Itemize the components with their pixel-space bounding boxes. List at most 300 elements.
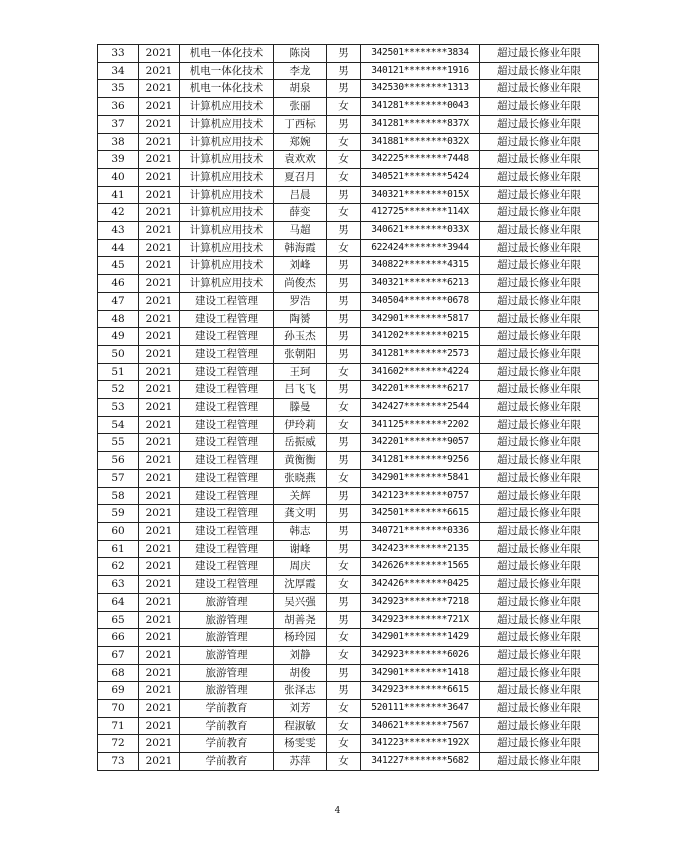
gender-cell: 女 [327, 363, 361, 381]
reason-cell: 超过最长修业年限 [480, 62, 599, 80]
reason-cell: 超过最长修业年限 [480, 505, 599, 523]
reason-cell: 超过最长修业年限 [480, 45, 599, 63]
reason-cell: 超过最长修业年限 [480, 593, 599, 611]
enroll-year-cell: 2021 [139, 522, 180, 540]
row-index-cell: 34 [98, 62, 139, 80]
reason-cell: 超过最长修业年限 [480, 399, 599, 417]
row-index-cell: 50 [98, 345, 139, 363]
row-index-cell: 72 [98, 735, 139, 753]
enroll-year-cell: 2021 [139, 434, 180, 452]
student-name-cell: 张丽 [274, 98, 327, 116]
gender-cell: 男 [327, 62, 361, 80]
id-number-cell: 341202********0215 [361, 328, 480, 346]
id-number-cell: 340504********0678 [361, 292, 480, 310]
enroll-year-cell: 2021 [139, 664, 180, 682]
id-number-cell: 340521********5424 [361, 168, 480, 186]
gender-cell: 女 [327, 753, 361, 771]
table-row [98, 593, 599, 611]
reason-cell: 超过最长修业年限 [480, 469, 599, 487]
reason-cell: 超过最长修业年限 [480, 186, 599, 204]
enroll-year-cell: 2021 [139, 292, 180, 310]
student-name-cell: 刘芳 [274, 700, 327, 718]
student-name-cell: 韩海霞 [274, 239, 327, 257]
table-row [98, 717, 599, 735]
id-number-cell: 342501********6615 [361, 505, 480, 523]
enroll-year-cell: 2021 [139, 611, 180, 629]
student-name-cell: 杨玲园 [274, 629, 327, 647]
major-cell: 机电一体化技术 [180, 80, 274, 98]
id-number-cell: 341881********032X [361, 133, 480, 151]
major-cell: 旅游管理 [180, 611, 274, 629]
enroll-year-cell: 2021 [139, 204, 180, 222]
table-row [98, 222, 599, 240]
student-name-cell: 袁欢欢 [274, 151, 327, 169]
row-index-cell: 33 [98, 45, 139, 63]
major-cell: 计算机应用技术 [180, 222, 274, 240]
table-row [98, 399, 599, 417]
enroll-year-cell: 2021 [139, 381, 180, 399]
student-name-cell: 张晓燕 [274, 469, 327, 487]
table-row [98, 381, 599, 399]
major-cell: 计算机应用技术 [180, 275, 274, 293]
id-number-cell: 341281********9256 [361, 452, 480, 470]
table-row [98, 682, 599, 700]
id-number-cell: 342923********721X [361, 611, 480, 629]
row-index-cell: 71 [98, 717, 139, 735]
row-index-cell: 55 [98, 434, 139, 452]
row-index-cell: 48 [98, 310, 139, 328]
enroll-year-cell: 2021 [139, 682, 180, 700]
gender-cell: 男 [327, 45, 361, 63]
major-cell: 建设工程管理 [180, 452, 274, 470]
student-name-cell: 郑婉 [274, 133, 327, 151]
reason-cell: 超过最长修业年限 [480, 345, 599, 363]
reason-cell: 超过最长修业年限 [480, 80, 599, 98]
table-row [98, 328, 599, 346]
student-name-cell: 刘峰 [274, 257, 327, 275]
row-index-cell: 61 [98, 540, 139, 558]
id-number-cell: 342901********5817 [361, 310, 480, 328]
enroll-year-cell: 2021 [139, 310, 180, 328]
row-index-cell: 35 [98, 80, 139, 98]
gender-cell: 男 [327, 505, 361, 523]
gender-cell: 女 [327, 629, 361, 647]
major-cell: 建设工程管理 [180, 540, 274, 558]
major-cell: 计算机应用技术 [180, 151, 274, 169]
reason-cell: 超过最长修业年限 [480, 381, 599, 399]
reason-cell: 超过最长修业年限 [480, 487, 599, 505]
gender-cell: 男 [327, 222, 361, 240]
reason-cell: 超过最长修业年限 [480, 558, 599, 576]
row-index-cell: 67 [98, 646, 139, 664]
student-name-cell: 岳振威 [274, 434, 327, 452]
table-row [98, 629, 599, 647]
reason-cell: 超过最长修业年限 [480, 540, 599, 558]
gender-cell: 女 [327, 151, 361, 169]
page-number: 4 [334, 806, 341, 816]
table-row [98, 735, 599, 753]
row-index-cell: 59 [98, 505, 139, 523]
enroll-year-cell: 2021 [139, 753, 180, 771]
gender-cell: 男 [327, 540, 361, 558]
id-number-cell: 341281********2573 [361, 345, 480, 363]
enroll-year-cell: 2021 [139, 646, 180, 664]
gender-cell: 男 [327, 522, 361, 540]
major-cell: 计算机应用技术 [180, 168, 274, 186]
id-number-cell: 341281********0043 [361, 98, 480, 116]
id-number-cell: 341125********2202 [361, 416, 480, 434]
enroll-year-cell: 2021 [139, 328, 180, 346]
major-cell: 计算机应用技术 [180, 204, 274, 222]
id-number-cell: 342427********2544 [361, 399, 480, 417]
table-row [98, 239, 599, 257]
table-row [98, 558, 599, 576]
major-cell: 机电一体化技术 [180, 45, 274, 63]
row-index-cell: 70 [98, 700, 139, 718]
gender-cell: 男 [327, 611, 361, 629]
enroll-year-cell: 2021 [139, 275, 180, 293]
reason-cell: 超过最长修业年限 [480, 275, 599, 293]
enroll-year-cell: 2021 [139, 257, 180, 275]
student-name-cell: 沈厚霞 [274, 576, 327, 594]
table-row [98, 452, 599, 470]
row-index-cell: 66 [98, 629, 139, 647]
enroll-year-cell: 2021 [139, 399, 180, 417]
table-row [98, 275, 599, 293]
reason-cell: 超过最长修业年限 [480, 522, 599, 540]
gender-cell: 男 [327, 593, 361, 611]
enroll-year-cell: 2021 [139, 540, 180, 558]
table-row [98, 80, 599, 98]
gender-cell: 女 [327, 700, 361, 718]
student-name-cell: 陶赟 [274, 310, 327, 328]
student-name-cell: 胡善尧 [274, 611, 327, 629]
major-cell: 建设工程管理 [180, 558, 274, 576]
gender-cell: 男 [327, 186, 361, 204]
reason-cell: 超过最长修业年限 [480, 98, 599, 116]
table-row [98, 168, 599, 186]
enroll-year-cell: 2021 [139, 98, 180, 116]
id-number-cell: 340321********6213 [361, 275, 480, 293]
reason-cell: 超过最长修业年限 [480, 222, 599, 240]
row-index-cell: 46 [98, 275, 139, 293]
gender-cell: 男 [327, 452, 361, 470]
gender-cell: 女 [327, 204, 361, 222]
student-name-cell: 黄衡衡 [274, 452, 327, 470]
gender-cell: 男 [327, 345, 361, 363]
table-row [98, 434, 599, 452]
table-row [98, 62, 599, 80]
table-row [98, 257, 599, 275]
table-row [98, 522, 599, 540]
id-number-cell: 342501********3834 [361, 45, 480, 63]
major-cell: 计算机应用技术 [180, 186, 274, 204]
reason-cell: 超过最长修业年限 [480, 115, 599, 133]
gender-cell: 女 [327, 558, 361, 576]
student-name-cell: 周庆 [274, 558, 327, 576]
enroll-year-cell: 2021 [139, 452, 180, 470]
gender-cell: 男 [327, 275, 361, 293]
major-cell: 建设工程管理 [180, 576, 274, 594]
student-name-cell: 陈岗 [274, 45, 327, 63]
gender-cell: 女 [327, 646, 361, 664]
reason-cell: 超过最长修业年限 [480, 434, 599, 452]
id-number-cell: 340321********015X [361, 186, 480, 204]
id-number-cell: 342530********1313 [361, 80, 480, 98]
major-cell: 学前教育 [180, 753, 274, 771]
student-name-cell: 吕飞飞 [274, 381, 327, 399]
gender-cell: 男 [327, 381, 361, 399]
id-number-cell: 342901********1429 [361, 629, 480, 647]
row-index-cell: 54 [98, 416, 139, 434]
row-index-cell: 37 [98, 115, 139, 133]
row-index-cell: 56 [98, 452, 139, 470]
row-index-cell: 64 [98, 593, 139, 611]
row-index-cell: 63 [98, 576, 139, 594]
major-cell: 建设工程管理 [180, 522, 274, 540]
student-name-cell: 胡俊 [274, 664, 327, 682]
reason-cell: 超过最长修业年限 [480, 452, 599, 470]
row-index-cell: 57 [98, 469, 139, 487]
gender-cell: 男 [327, 257, 361, 275]
enroll-year-cell: 2021 [139, 186, 180, 204]
table-row [98, 416, 599, 434]
gender-cell: 女 [327, 576, 361, 594]
major-cell: 学前教育 [180, 735, 274, 753]
table-row [98, 310, 599, 328]
student-table-body [98, 45, 599, 771]
row-index-cell: 53 [98, 399, 139, 417]
id-number-cell: 622424********3944 [361, 239, 480, 257]
major-cell: 计算机应用技术 [180, 133, 274, 151]
student-name-cell: 胡泉 [274, 80, 327, 98]
id-number-cell: 341602********4224 [361, 363, 480, 381]
id-number-cell: 340621********7567 [361, 717, 480, 735]
id-number-cell: 340721********0336 [361, 522, 480, 540]
enroll-year-cell: 2021 [139, 629, 180, 647]
reason-cell: 超过最长修业年限 [480, 133, 599, 151]
table-row [98, 664, 599, 682]
row-index-cell: 65 [98, 611, 139, 629]
reason-cell: 超过最长修业年限 [480, 611, 599, 629]
major-cell: 旅游管理 [180, 593, 274, 611]
reason-cell: 超过最长修业年限 [480, 682, 599, 700]
row-index-cell: 60 [98, 522, 139, 540]
row-index-cell: 41 [98, 186, 139, 204]
major-cell: 建设工程管理 [180, 381, 274, 399]
student-name-cell: 滕曼 [274, 399, 327, 417]
gender-cell: 男 [327, 115, 361, 133]
row-index-cell: 52 [98, 381, 139, 399]
id-number-cell: 342426********0425 [361, 576, 480, 594]
major-cell: 旅游管理 [180, 646, 274, 664]
row-index-cell: 51 [98, 363, 139, 381]
id-number-cell: 341227********5682 [361, 753, 480, 771]
id-number-cell: 412725********114X [361, 204, 480, 222]
id-number-cell: 340621********033X [361, 222, 480, 240]
enroll-year-cell: 2021 [139, 700, 180, 718]
reason-cell: 超过最长修业年限 [480, 151, 599, 169]
id-number-cell: 342225********7448 [361, 151, 480, 169]
gender-cell: 男 [327, 682, 361, 700]
enroll-year-cell: 2021 [139, 469, 180, 487]
row-index-cell: 69 [98, 682, 139, 700]
student-name-cell: 谢峰 [274, 540, 327, 558]
id-number-cell: 340121********1916 [361, 62, 480, 80]
major-cell: 学前教育 [180, 717, 274, 735]
table-row [98, 540, 599, 558]
student-name-cell: 程淑敏 [274, 717, 327, 735]
row-index-cell: 49 [98, 328, 139, 346]
enroll-year-cell: 2021 [139, 576, 180, 594]
table-row [98, 700, 599, 718]
table-row [98, 204, 599, 222]
reason-cell: 超过最长修业年限 [480, 257, 599, 275]
student-name-cell: 夏召月 [274, 168, 327, 186]
id-number-cell: 341223********192X [361, 735, 480, 753]
id-number-cell: 341281********837X [361, 115, 480, 133]
enroll-year-cell: 2021 [139, 168, 180, 186]
reason-cell: 超过最长修业年限 [480, 717, 599, 735]
student-name-cell: 刘静 [274, 646, 327, 664]
reason-cell: 超过最长修业年限 [480, 204, 599, 222]
reason-cell: 超过最长修业年限 [480, 664, 599, 682]
row-index-cell: 36 [98, 98, 139, 116]
major-cell: 学前教育 [180, 700, 274, 718]
row-index-cell: 39 [98, 151, 139, 169]
row-index-cell: 42 [98, 204, 139, 222]
table-row [98, 133, 599, 151]
table-row [98, 45, 599, 63]
gender-cell: 女 [327, 239, 361, 257]
gender-cell: 男 [327, 434, 361, 452]
student-name-cell: 吴兴强 [274, 593, 327, 611]
enroll-year-cell: 2021 [139, 416, 180, 434]
table-row [98, 186, 599, 204]
student-name-cell: 龚文明 [274, 505, 327, 523]
enroll-year-cell: 2021 [139, 80, 180, 98]
reason-cell: 超过最长修业年限 [480, 363, 599, 381]
enroll-year-cell: 2021 [139, 345, 180, 363]
enroll-year-cell: 2021 [139, 505, 180, 523]
enroll-year-cell: 2021 [139, 717, 180, 735]
table-row [98, 292, 599, 310]
row-index-cell: 47 [98, 292, 139, 310]
major-cell: 建设工程管理 [180, 434, 274, 452]
major-cell: 建设工程管理 [180, 416, 274, 434]
reason-cell: 超过最长修业年限 [480, 168, 599, 186]
table-row [98, 469, 599, 487]
major-cell: 机电一体化技术 [180, 62, 274, 80]
student-table [97, 44, 599, 771]
enroll-year-cell: 2021 [139, 151, 180, 169]
student-name-cell: 孙玉杰 [274, 328, 327, 346]
enroll-year-cell: 2021 [139, 115, 180, 133]
student-name-cell: 王珂 [274, 363, 327, 381]
table-row [98, 646, 599, 664]
gender-cell: 男 [327, 80, 361, 98]
table-row [98, 487, 599, 505]
row-index-cell: 73 [98, 753, 139, 771]
table-row [98, 345, 599, 363]
reason-cell: 超过最长修业年限 [480, 646, 599, 664]
enroll-year-cell: 2021 [139, 487, 180, 505]
student-name-cell: 罗浩 [274, 292, 327, 310]
row-index-cell: 58 [98, 487, 139, 505]
reason-cell: 超过最长修业年限 [480, 753, 599, 771]
student-name-cell: 丁西标 [274, 115, 327, 133]
gender-cell: 男 [327, 328, 361, 346]
major-cell: 旅游管理 [180, 682, 274, 700]
id-number-cell: 342201********9057 [361, 434, 480, 452]
enroll-year-cell: 2021 [139, 133, 180, 151]
table-row [98, 363, 599, 381]
major-cell: 建设工程管理 [180, 328, 274, 346]
row-index-cell: 40 [98, 168, 139, 186]
table-row [98, 576, 599, 594]
table-row [98, 611, 599, 629]
major-cell: 计算机应用技术 [180, 257, 274, 275]
student-name-cell: 韩志 [274, 522, 327, 540]
reason-cell: 超过最长修业年限 [480, 310, 599, 328]
id-number-cell: 342201********6217 [361, 381, 480, 399]
row-index-cell: 43 [98, 222, 139, 240]
major-cell: 建设工程管理 [180, 363, 274, 381]
major-cell: 建设工程管理 [180, 310, 274, 328]
table-row [98, 151, 599, 169]
student-name-cell: 薛变 [274, 204, 327, 222]
enroll-year-cell: 2021 [139, 363, 180, 381]
major-cell: 旅游管理 [180, 664, 274, 682]
id-number-cell: 342901********5841 [361, 469, 480, 487]
major-cell: 计算机应用技术 [180, 239, 274, 257]
table-row [98, 753, 599, 771]
gender-cell: 女 [327, 717, 361, 735]
gender-cell: 女 [327, 735, 361, 753]
reason-cell: 超过最长修业年限 [480, 576, 599, 594]
reason-cell: 超过最长修业年限 [480, 700, 599, 718]
enroll-year-cell: 2021 [139, 45, 180, 63]
major-cell: 建设工程管理 [180, 505, 274, 523]
id-number-cell: 342923********6615 [361, 682, 480, 700]
major-cell: 计算机应用技术 [180, 98, 274, 116]
enroll-year-cell: 2021 [139, 222, 180, 240]
gender-cell: 女 [327, 469, 361, 487]
gender-cell: 男 [327, 664, 361, 682]
id-number-cell: 520111********3647 [361, 700, 480, 718]
major-cell: 建设工程管理 [180, 345, 274, 363]
id-number-cell: 342626********1565 [361, 558, 480, 576]
enroll-year-cell: 2021 [139, 593, 180, 611]
major-cell: 旅游管理 [180, 629, 274, 647]
gender-cell: 男 [327, 310, 361, 328]
gender-cell: 女 [327, 133, 361, 151]
student-name-cell: 张朝阳 [274, 345, 327, 363]
id-number-cell: 342123********0757 [361, 487, 480, 505]
student-name-cell: 张泽志 [274, 682, 327, 700]
major-cell: 建设工程管理 [180, 469, 274, 487]
student-name-cell: 尚俊杰 [274, 275, 327, 293]
student-name-cell: 伊玲莉 [274, 416, 327, 434]
student-name-cell: 杨雯雯 [274, 735, 327, 753]
gender-cell: 女 [327, 416, 361, 434]
reason-cell: 超过最长修业年限 [480, 416, 599, 434]
student-name-cell: 吕晨 [274, 186, 327, 204]
id-number-cell: 342901********1418 [361, 664, 480, 682]
enroll-year-cell: 2021 [139, 239, 180, 257]
reason-cell: 超过最长修业年限 [480, 735, 599, 753]
student-name-cell: 李龙 [274, 62, 327, 80]
